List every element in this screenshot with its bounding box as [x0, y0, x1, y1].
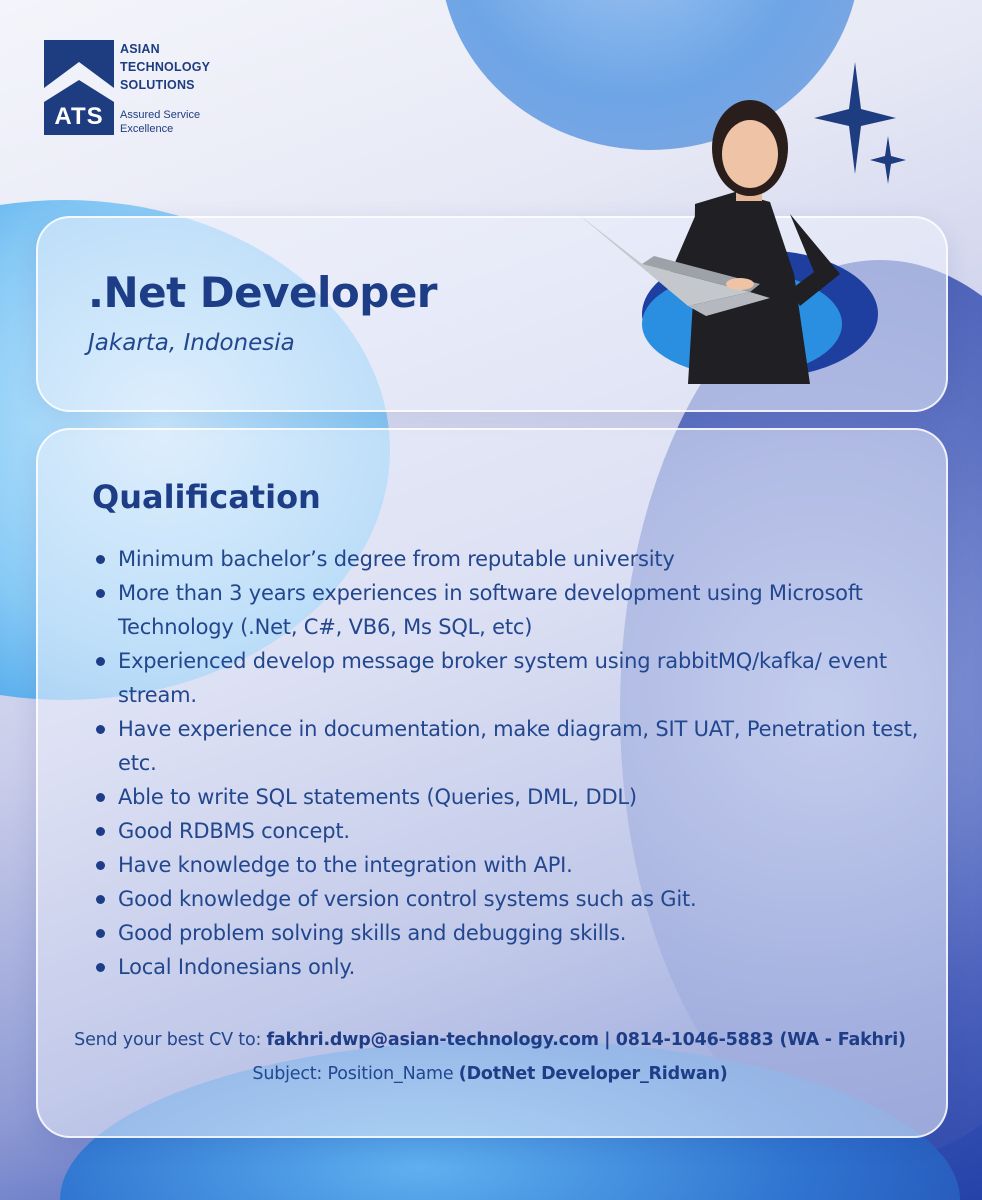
contact-email[interactable]: fakhri.dwp@asian-technology.com: [266, 1030, 599, 1050]
company-logo: [44, 40, 234, 140]
subject-value: (DotNet Developer_Ridwan): [458, 1064, 728, 1084]
qualification-item: Minimum bachelor’s degree from reputable university: [94, 542, 934, 576]
sparkle-small-icon: [870, 136, 906, 184]
contact-separator: |: [604, 1030, 611, 1050]
qualification-item: Good problem solving skills and debugging skills.: [94, 916, 934, 950]
qualification-heading: Qualification: [92, 478, 321, 516]
qualification-item: Have experience in documentation, make diagram, SIT UAT, Penetration test, etc.: [94, 712, 934, 780]
qualification-item: Able to write SQL statements (Queries, DML, DDL): [94, 780, 934, 814]
qualification-item: Experienced develop message broker system using rabbitMQ/kafka/ event stream.: [94, 644, 934, 712]
qualification-item: Good knowledge of version control systems such as Git.: [94, 882, 934, 916]
logo-abbreviation: ATS: [54, 103, 104, 130]
qualification-item: Good RDBMS concept.: [94, 814, 934, 848]
contact-phone[interactable]: 0814-1046-5883 (WA - Fakhri): [615, 1030, 906, 1050]
qualification-item: Have knowledge to the integration with API.: [94, 848, 934, 882]
subject-line: [36, 1064, 944, 1084]
logo-company-name: ASIAN TECHNOLOGY SOLUTIONS: [120, 42, 211, 92]
contact-line: [36, 1030, 944, 1050]
qualification-list: [94, 542, 934, 984]
qualification-item: Local Indonesians only.: [94, 950, 934, 984]
job-title: .Net Developer: [88, 268, 438, 317]
job-location: Jakarta, Indonesia: [88, 330, 295, 356]
cv-prefix: Send your best CV to:: [74, 1030, 262, 1050]
logo-tagline: Assured Service Excellence: [120, 109, 201, 135]
subject-prefix: Subject: Position_Name: [252, 1064, 454, 1084]
qualification-item: More than 3 years experiences in software development using Microsoft Technology (.Net, C#, VB6, Ms SQL, etc): [94, 576, 934, 644]
